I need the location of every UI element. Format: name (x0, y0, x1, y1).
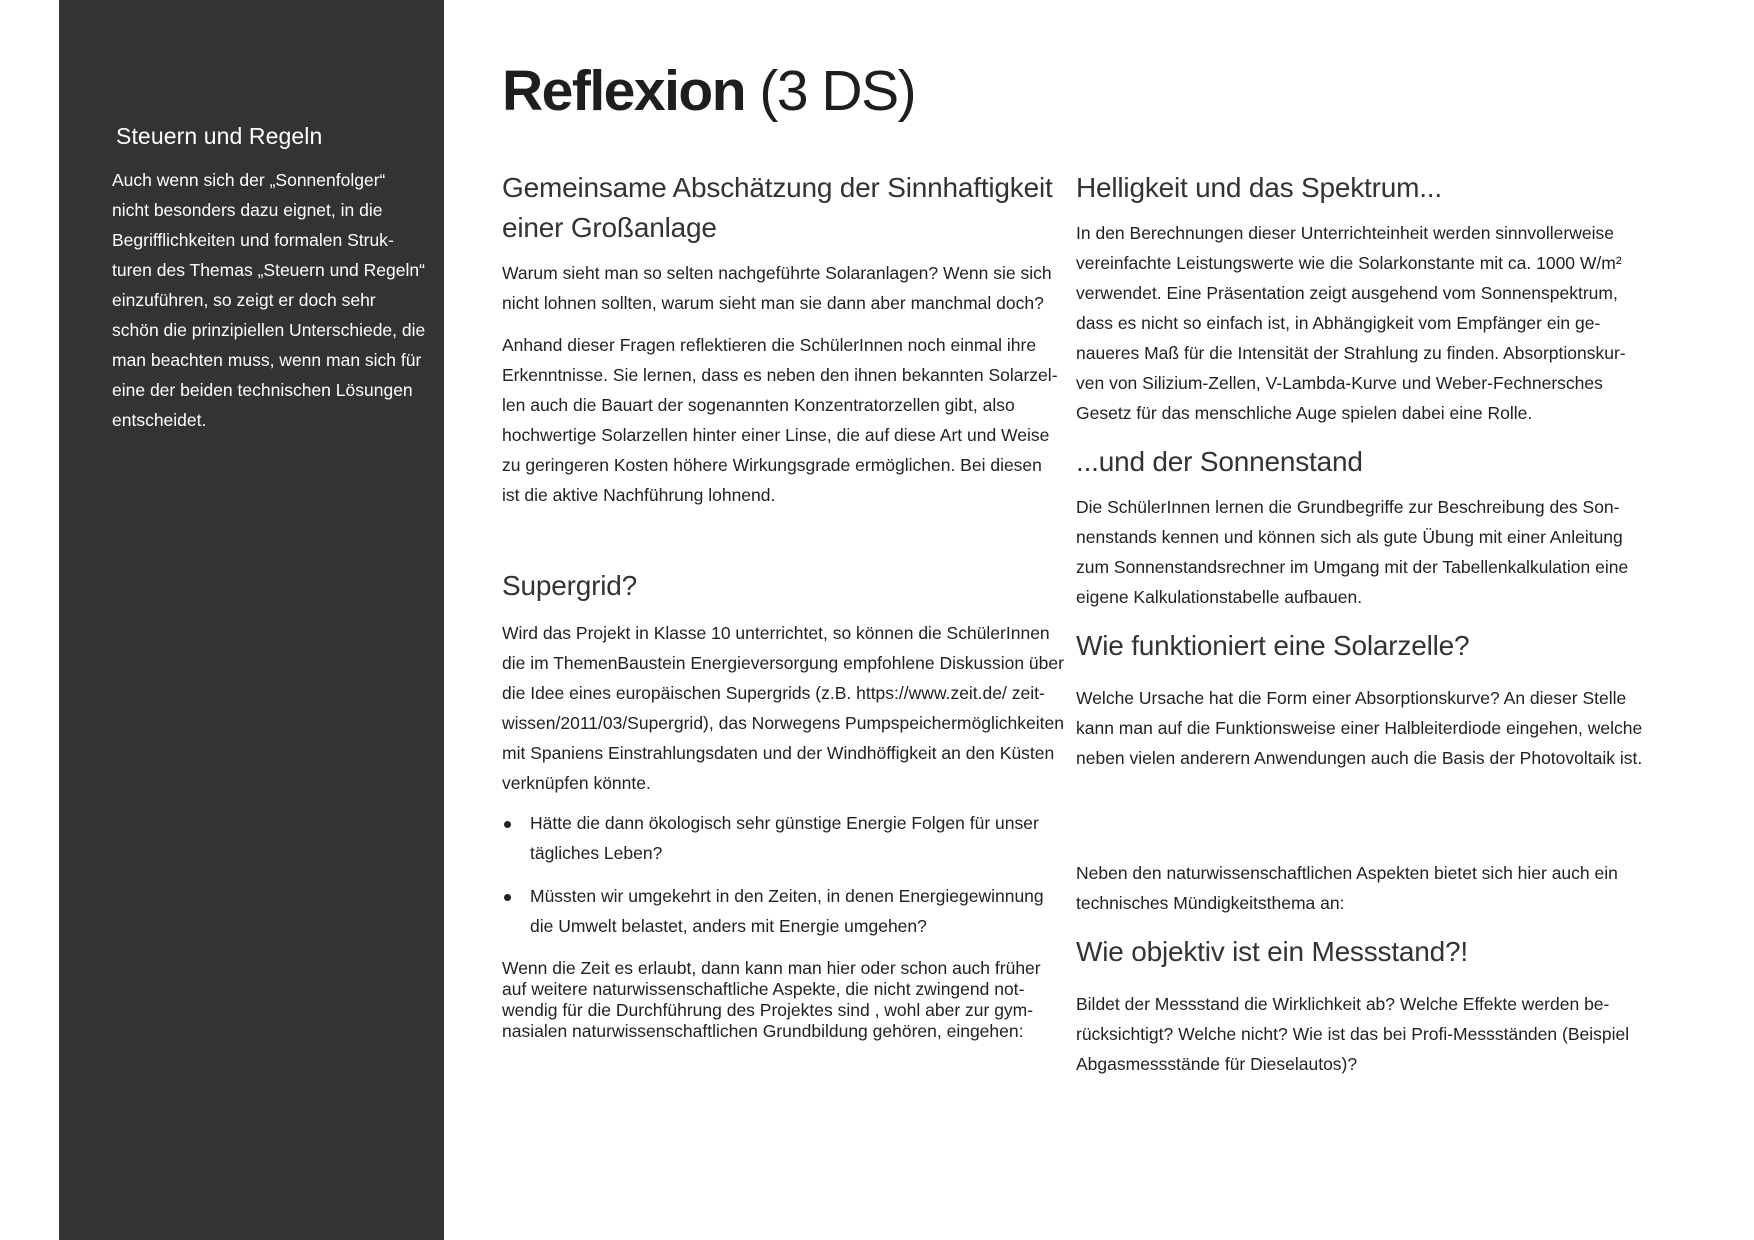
list-item: Müssten wir umgekehrt in den Zeiten, in denen Energiegewinnung die Umwelt belastet, anders mit Energie umgehen? (502, 881, 1070, 941)
sidebar (59, 0, 444, 1240)
right-column-spektrum (1076, 168, 1643, 208)
left-column-closing (502, 958, 1064, 1042)
right-column-messstand (1076, 932, 1643, 972)
paragraph-intro-messstand: Neben den naturwissenschaftlichen Aspekten bietet sich hier auch ein technisches Mündigkeitsthema an: (1076, 863, 1618, 913)
left-column-bullets (502, 808, 1070, 941)
left-column-supergrid (502, 566, 1064, 606)
paragraph-grossanlage-2: Anhand dieser Fragen reflektieren die SchülerInnen noch einmal ihre Erkenntnisse. Sie lernen, dass es neben den ihnen bekannten Solarzellen auch die Bauart der sogenannten Konzentratorzellen gibt, also hochwertige Solarzellen hinter einer Linse, die auf diese Art und Weise zu geringeren Kosten höhere Wirkungsgrade ermöglichen. Bei diesen ist die aktive Nachführung lohnend. (502, 335, 1058, 505)
right-column-solarzelle-text (1076, 683, 1643, 773)
bullet-list (502, 808, 1070, 941)
right-column-messstand-text (1076, 989, 1643, 1079)
paragraph-closing: Wenn die Zeit es erlaubt, dann kann man hier oder schon auch früher auf weitere naturwissenschaftliche Aspekte, die nicht zwingend notwendig für die Durchführung des Projektes sind , wohl aber zur gymnasialen naturwissenschaftlichen Grundbildung gehören, eingehen: (502, 958, 1041, 1041)
right-column-spektrum-text (1076, 218, 1643, 428)
right-column-solarzelle (1076, 626, 1643, 666)
section-heading-spektrum: Helligkeit und das Spektrum... (1076, 172, 1442, 203)
section-heading-solarzelle: Wie funktioniert eine Solarzelle? (1076, 630, 1470, 661)
right-column-intro-messstand (1076, 858, 1643, 918)
paragraph-grossanlage-1: Warum sieht man so selten nachgeführte Solaranlagen? Wenn sie sich nicht lohnen sollten, warum sieht man sie dann aber manchmal doch? (502, 263, 1052, 313)
paragraph-sonnenstand: Die SchülerInnen lernen die Grundbegriffe zur Beschreibung des Sonnenstands kennen und können sich als gute Übung mit einer Anleitung zum Sonnenstandsrechner im Umgang mit der Tabellenkalkulation eine eigene Kalkulationstabelle aufbauen. (1076, 497, 1629, 607)
page-title-rest: (3 DS) (745, 59, 916, 123)
page-title (502, 58, 915, 124)
section-heading-messstand: Wie objektiv ist ein Messstand?! (1076, 936, 1468, 967)
right-column-sonnenstand (1076, 442, 1643, 482)
left-column-text-2 (502, 330, 1064, 510)
section-heading-sonnenstand: ...und der Sonnenstand (1076, 446, 1363, 477)
page-title-bold: Reflexion (502, 59, 746, 123)
section-heading-grossanlage: Gemeinsame Abschätzung der Sinnhaftigkeit einer Großanlage (502, 172, 1053, 243)
right-column-sonnenstand-text (1076, 492, 1643, 612)
left-column (502, 168, 1064, 248)
sidebar-text: Auch wenn sich der „Sonnenfolger“ nicht besonders dazu eignet, in die Begrifflichkeiten und formalen Strukturen des Themas „Steuern und Regeln“ einzuführen, so zeigt er doch sehr schön die prinzipiellen Unterschiede, die man beachten muss, wenn man sich für eine der beiden technischen Lösungen entscheidet. (112, 170, 426, 430)
paragraph-solarzelle: Welche Ursache hat die Form einer Absorptionskurve? An dieser Stelle kann man auf die Funktionsweise einer Halbleiterdiode eingehen, welche neben vielen anderern Anwendungen auch die Basis der Photovoltaik ist. (1076, 688, 1643, 768)
paragraph-messstand: Bildet der Messstand die Wirklichkeit ab? Welche Effekte werden berücksichtigt? Welche nicht? Wie ist das bei Profi-Messständen (Beispiel Abgasmessstände für Dieselautos)? (1076, 994, 1630, 1074)
left-column-supergrid-text (502, 618, 1064, 798)
section-heading-supergrid: Supergrid? (502, 570, 637, 601)
list-item: Hätte die dann ökologisch sehr günstige Energie Folgen für unser tägliches Leben? (502, 808, 1070, 868)
paragraph-supergrid: Wird das Projekt in Klasse 10 unterrichtet, so können die SchülerInnen die im ThemenBaustein Energieversorgung empfohlene Diskussion über die Idee eines europäischen Supergrids (z.B. https://www.zeit.de/ zeit-wissen/2011/03/Supergrid), das Norwegens Pumpspeichermöglichkeiten mit Spaniens Einstrahlungsdaten und der Windhöffigkeit an den Küsten verknüpfen könnte. (502, 623, 1064, 793)
left-column-text-1 (502, 258, 1064, 318)
paragraph-spektrum: In den Berechnungen dieser Unterrichteinheit werden sinnvollerweise vereinfachte Leistungswerte wie die Solarkonstante mit ca. 1000 W/m² verwendet. Eine Präsentation zeigt ausgehend vom Sonnenspektrum, dass es nicht so einfach ist, in Abhängigkeit vom Empfänger ein genaueres Maß für die Intensität der Strahlung zu finden. Absorptionskurven von Silizium-Zellen, V-Lambda-Kurve und Weber-Fechnersches Gesetz für das menschliche Auge spielen dabei eine Rolle. (1076, 223, 1626, 423)
sidebar-heading: Steuern und Regeln (116, 123, 323, 149)
